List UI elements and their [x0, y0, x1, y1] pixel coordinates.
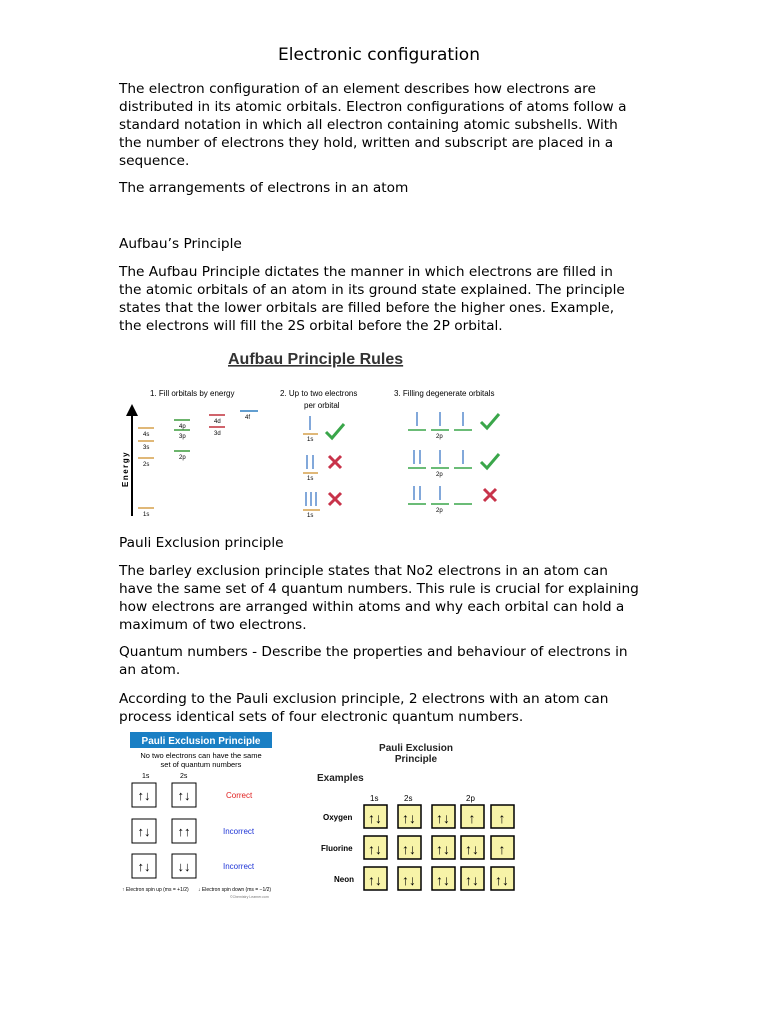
svg-text:↑↓: ↑↓ — [436, 810, 450, 826]
svg-text:3s: 3s — [143, 445, 150, 451]
legend-spin-down: ↓ Electron spin down (ms = −1/2) — [198, 887, 272, 893]
pauli-subtitle-cont: set of quantum numbers — [160, 760, 242, 769]
row-fluorine — [321, 836, 514, 859]
intro-paragraph: The electron configuration of an element describes how electrons are distributed in its atomic orbitals. Electron configurations of atoms follow a standard notation in which all electron containing atomic subshells. With the number of electrons they hold, written and subscript are placed in a sequence. — [119, 81, 627, 169]
col-2s-label: 2s — [180, 773, 188, 780]
svg-text:4d: 4d — [214, 419, 221, 425]
right-fig-title: Pauli Exclusion — [379, 743, 453, 754]
check-icon — [326, 424, 344, 438]
cross-icon — [484, 489, 496, 501]
page-title: Electronic configuration — [278, 45, 480, 65]
check-icon — [481, 414, 499, 428]
svg-text:4p: 4p — [179, 424, 186, 430]
svg-text:1s: 1s — [307, 437, 314, 443]
svg-text:3d: 3d — [214, 431, 221, 437]
svg-text:Correct: Correct — [226, 791, 253, 800]
aufbau-heading: Aufbau’s Principle — [119, 236, 242, 252]
svg-text:4f: 4f — [245, 415, 251, 421]
svg-text:↑↓: ↑↓ — [368, 810, 382, 826]
row-neon — [334, 867, 514, 890]
svg-text:↑↓: ↑↓ — [465, 841, 479, 857]
examples-label: Examples — [317, 773, 364, 784]
svg-text:↑↓: ↑↓ — [436, 841, 450, 857]
col-2s: 2s — [404, 794, 413, 803]
svg-text:↑↓: ↑↓ — [436, 872, 450, 888]
pauli-row-correct — [132, 783, 253, 807]
svg-text:4s: 4s — [143, 432, 150, 438]
svg-text:↑↓: ↑↓ — [465, 872, 479, 888]
svg-text:2p: 2p — [436, 472, 443, 478]
svg-text:↑↑: ↑↑ — [177, 824, 191, 839]
cross-icon — [329, 456, 341, 468]
pauli-row-incorrect-2 — [132, 854, 255, 878]
pauli-figure-right — [312, 738, 527, 898]
svg-text:1s: 1s — [143, 512, 150, 518]
rule1-label: 1. Fill orbitals by energy — [150, 389, 235, 398]
svg-text:↑: ↑ — [498, 841, 506, 857]
svg-text:↑: ↑ — [498, 810, 506, 826]
rule2-label-cont: per orbital — [304, 401, 340, 410]
credit-text: ©Chemistry Learner.com — [230, 895, 269, 899]
svg-text:↑↓: ↑↓ — [402, 810, 416, 826]
svg-text:2s: 2s — [143, 462, 150, 468]
right-fig-title-cont: Principle — [394, 754, 438, 765]
svg-text:2p: 2p — [436, 434, 443, 440]
svg-text:Fluorine: Fluorine — [321, 844, 353, 853]
arrangements-paragraph: The arrangements of electrons in an atom — [119, 180, 409, 196]
pauli-heading: Pauli Exclusion principle — [119, 535, 284, 551]
svg-text:3p: 3p — [179, 434, 186, 440]
svg-text:↑↓: ↑↓ — [368, 872, 382, 888]
col-2p: 2p — [466, 794, 475, 803]
pauli-row-incorrect-1 — [132, 819, 255, 843]
pauli-banner-title: Pauli Exclusion Principle — [141, 736, 261, 747]
svg-text:↑: ↑ — [468, 810, 476, 826]
rule3-examples — [408, 412, 499, 514]
rule2-label: 2. Up to two electrons — [280, 389, 358, 398]
pauli-subtitle: No two electrons can have the same — [140, 751, 262, 760]
svg-text:Incorrect: Incorrect — [223, 827, 255, 836]
svg-text:↑↓: ↑↓ — [137, 788, 151, 803]
pauli-paragraph: The barley exclusion principle states that No2 electrons in an atom can have the same set of 4 quantum numbers. This rule is crucial for explaining how electrons are arranged within atoms and why each orbital can hold a maximum of two electrons. — [119, 563, 639, 633]
svg-text:1s: 1s — [307, 513, 314, 519]
col-1s-label: 1s — [142, 773, 150, 780]
row-oxygen — [323, 805, 514, 828]
svg-text:↑↓: ↑↓ — [402, 841, 416, 857]
svg-text:1s: 1s — [307, 476, 314, 482]
svg-text:2p: 2p — [179, 455, 186, 461]
svg-text:↑↓: ↑↓ — [495, 872, 509, 888]
svg-text:↓↓: ↓↓ — [177, 859, 191, 874]
svg-text:↑↓: ↑↓ — [137, 859, 151, 874]
aufbau-figure-title: Aufbau Principle Rules — [228, 351, 404, 368]
svg-text:Incorrect: Incorrect — [223, 862, 255, 871]
col-1s: 1s — [370, 794, 379, 803]
svg-text:Neon: Neon — [334, 875, 354, 884]
svg-text:2p: 2p — [436, 508, 443, 514]
svg-text:Oxygen: Oxygen — [323, 813, 353, 822]
aufbau-figure — [108, 342, 518, 522]
svg-text:↑↓: ↑↓ — [137, 824, 151, 839]
cross-icon — [329, 493, 341, 505]
energy-label: Energy — [121, 450, 130, 487]
aufbau-paragraph: The Aufbau Principle dictates the manner in which electrons are filled in the atomic orbitals of an atom in its ground state explained. The principle states that the lower orbitals are filled before the higher ones. Example, the electrons will fill the 2S orbital before the 2P orbital. — [119, 264, 625, 334]
quantum-paragraph: Quantum numbers - Describe the properties and behaviour of electrons in an atom. — [119, 644, 628, 678]
energy-levels — [138, 411, 258, 518]
rule3-label: 3. Filling degenerate orbitals — [394, 389, 495, 398]
pauli-figure-left — [118, 728, 288, 903]
svg-text:↑↓: ↑↓ — [402, 872, 416, 888]
check-icon — [481, 454, 499, 468]
svg-text:↑↓: ↑↓ — [368, 841, 382, 857]
svg-text:↑↓: ↑↓ — [177, 788, 191, 803]
legend-spin-up: ↑ Electron spin up (ms = +1/2) — [122, 887, 189, 893]
according-paragraph: According to the Pauli exclusion principle, 2 electrons with an atom can process identical sets of four electronic quantum numbers. — [119, 691, 609, 725]
rule2-examples — [303, 416, 344, 519]
